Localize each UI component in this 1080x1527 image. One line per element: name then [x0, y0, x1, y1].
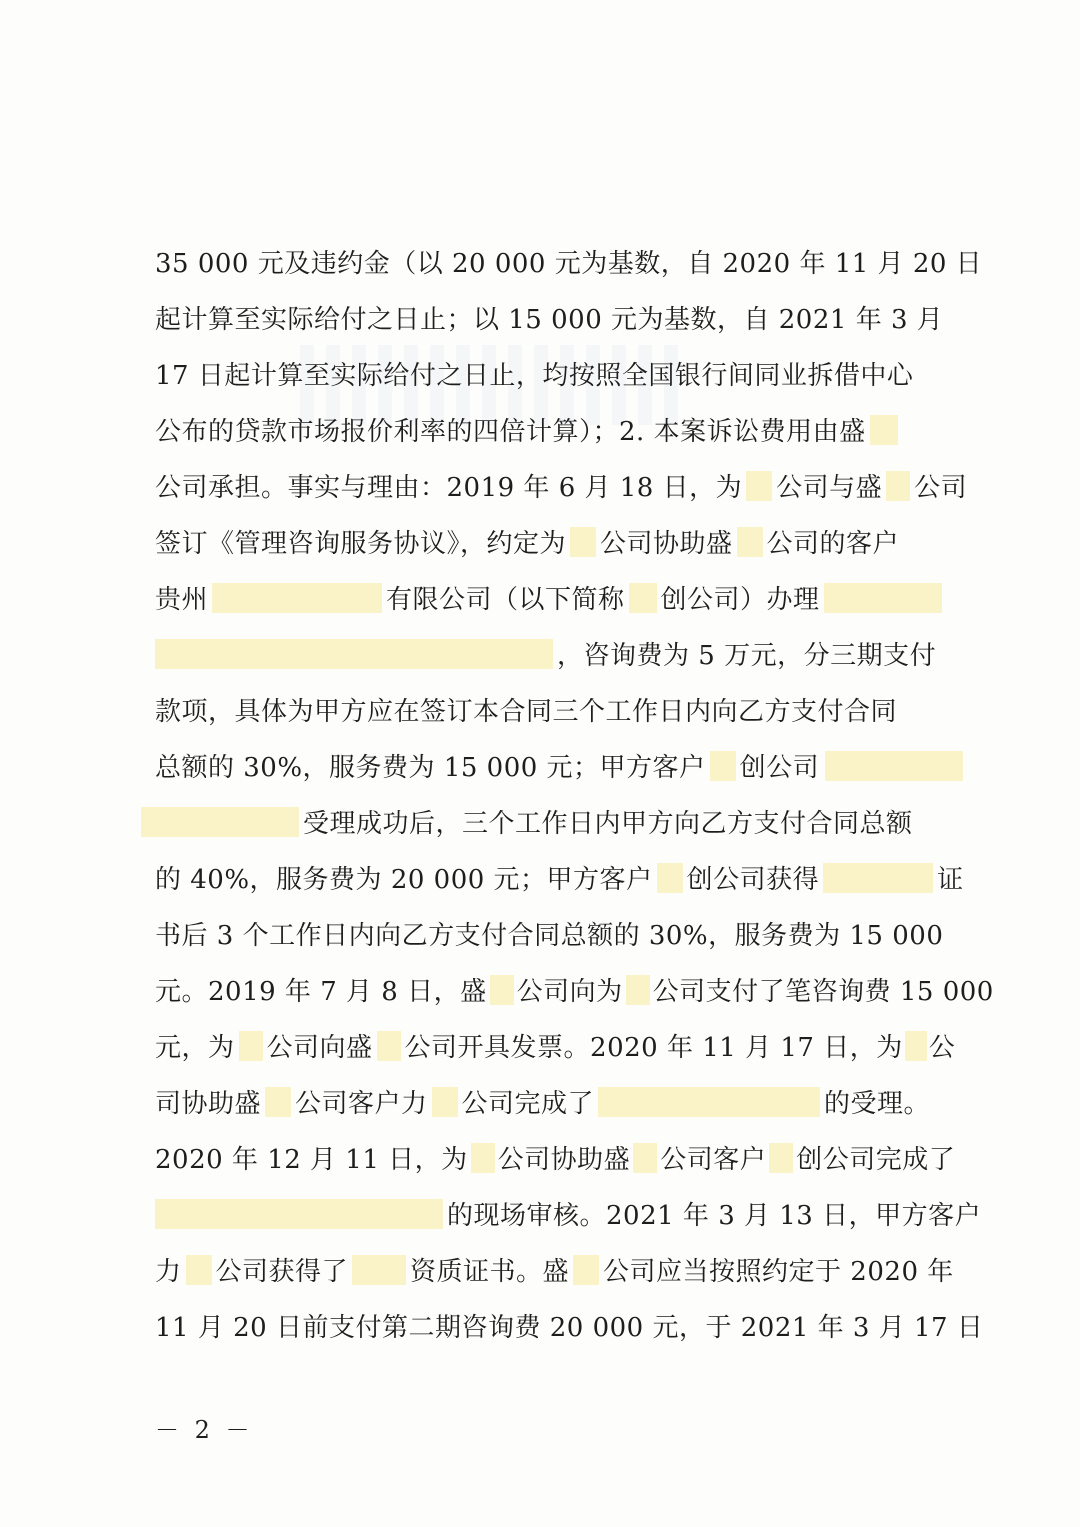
text-line: 贵州 有限公司（以下简称 创公司）办理: [155, 572, 970, 628]
text-line: 17 日起计算至实际给付之日止，均按照全国银行间同业拆借中心: [155, 361, 914, 391]
redaction-block: [265, 1087, 291, 1117]
redaction-block: [629, 583, 657, 613]
redaction-block: [886, 471, 910, 501]
text-line: 受理成功后，三个工作日内甲方向乙方支付合同总额: [155, 796, 970, 852]
text-line: 元，为 公司向盛 公司开具发票。2020 年 11 月 17 日，为 公: [155, 1033, 956, 1063]
text-line: 11 月 20 日前支付第二期咨询费 20 000 元，于 2021 年 3 月 17 日: [155, 1313, 984, 1343]
page-number: － 2 －: [155, 1416, 254, 1444]
redaction-block: [352, 1255, 406, 1285]
redaction-block: [186, 1255, 212, 1285]
redaction-block: [212, 583, 382, 613]
text-line: 的 40%，服务费为 20 000 元；甲方客户 创公司获得 证: [155, 865, 964, 895]
redaction-block: [633, 1143, 657, 1173]
redaction-block: [737, 527, 763, 557]
text-line: 总额的 30%，服务费为 15 000 元；甲方客户 创公司: [155, 740, 970, 796]
text-line: 的现场审核。2021 年 3 月 13 日，甲方客户: [155, 1188, 970, 1244]
document-body: [155, 236, 994, 1356]
redaction-block: [155, 1199, 443, 1229]
redaction-block: [657, 863, 683, 893]
redaction-block: [598, 1087, 820, 1117]
redaction-block: [432, 1087, 458, 1117]
redaction-block: [626, 975, 650, 1005]
redaction-block: [905, 1031, 927, 1061]
text-line: 签订《管理咨询服务协议》，约定为 公司协助盛 公司的客户: [155, 529, 900, 559]
redaction-block: [570, 527, 596, 557]
redaction-block: [490, 975, 514, 1005]
text-line: 2020 年 12 月 11 日，为 公司协助盛 公司客户 创公司完成了: [155, 1145, 956, 1175]
redaction-block: [746, 471, 772, 501]
redaction-block: [710, 751, 736, 781]
text-line: 公司承担。事实与理由：2019 年 6 月 18 日，为 公司与盛 公司: [155, 473, 968, 503]
redaction-block: [155, 639, 553, 669]
text-line: 起计算至实际给付之日止；以 15 000 元为基数，自 2021 年 3 月: [155, 305, 944, 335]
text-line: 款项，具体为甲方应在签订本合同三个工作日内向乙方支付合同: [155, 697, 898, 727]
redaction-block: [573, 1255, 599, 1285]
text-line: 司协助盛 公司客户力 公司完成了 的受理。: [155, 1089, 931, 1119]
text-line: 书后 3 个工作日内向乙方支付合同总额的 30%，服务费为 15 000: [155, 921, 944, 951]
redaction-block: [377, 1031, 401, 1061]
text-line: 元。2019 年 7 月 8 日，盛 公司向为 公司支付了笔咨询费 15 000: [155, 977, 994, 1007]
redaction-block: [471, 1143, 495, 1173]
redaction-block: [239, 1031, 263, 1061]
text-line: 公布的贷款市场报价利率的四倍计算）；2. 本案诉讼费用由盛: [155, 404, 970, 460]
text-line: 35 000 元及违约金（以 20 000 元为基数，自 2020 年 11 月 20 日: [155, 249, 983, 279]
redaction-block: [823, 863, 933, 893]
redaction-block: [870, 415, 898, 445]
redaction-block: [825, 751, 963, 781]
text-line: ，咨询费为 5 万元，分三期支付: [155, 628, 970, 684]
redaction-block: [824, 583, 942, 613]
text-line: 力 公司获得了 资质证书。盛 公司应当按照约定于 2020 年: [155, 1257, 954, 1287]
redaction-block: [141, 807, 299, 837]
redaction-block: [769, 1143, 793, 1173]
